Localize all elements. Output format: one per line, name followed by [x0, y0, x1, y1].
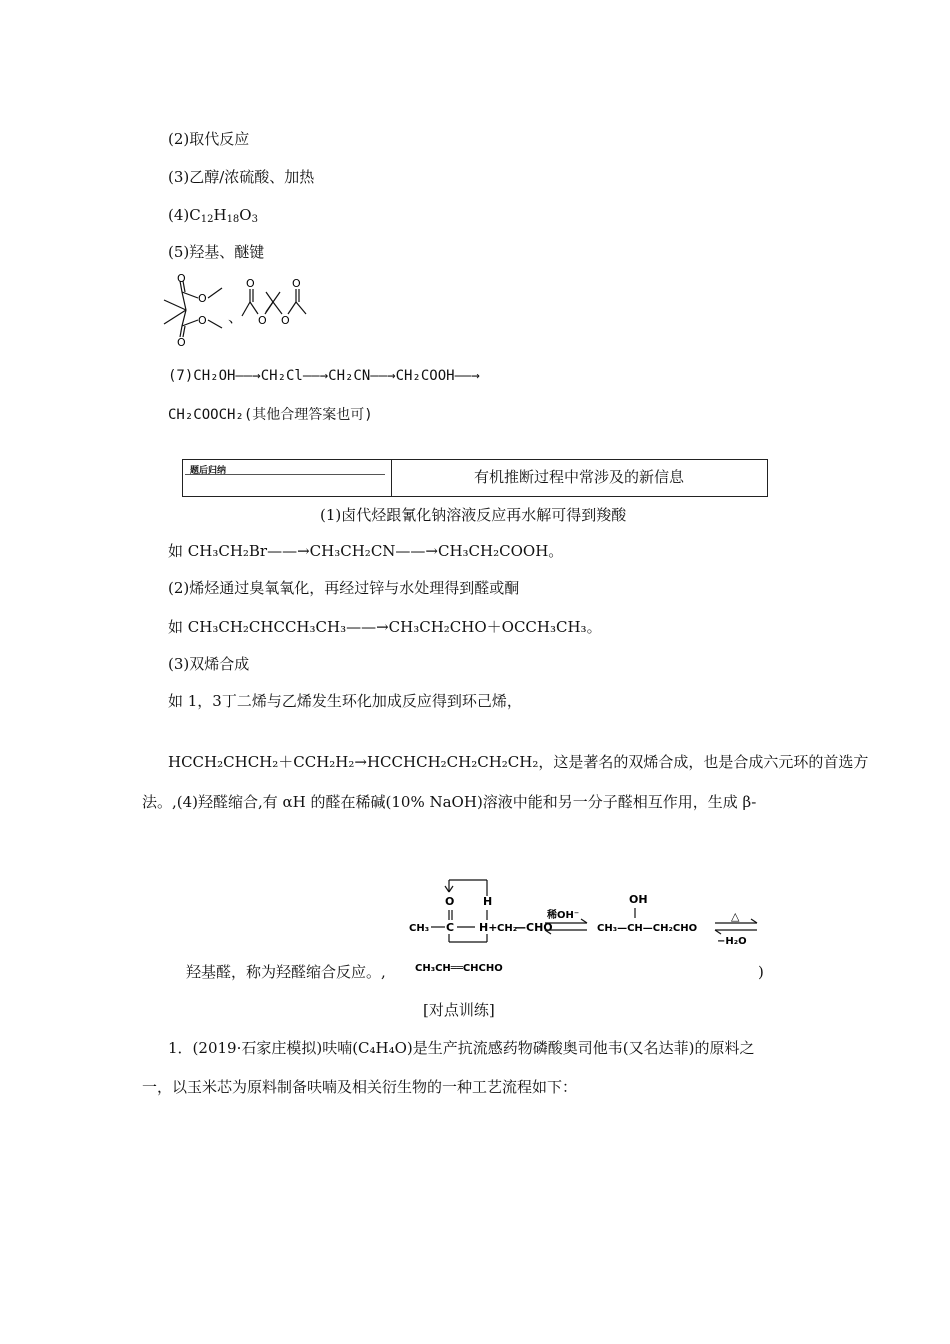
product-chain: CH₃—CH—CH₂CHO	[597, 923, 698, 934]
answer-3: (3)乙醇/浓硫酸、加热	[168, 168, 315, 186]
answer-2: (2)取代反应	[168, 130, 250, 148]
info-3-line2: HCCH₂CHCH₂＋CCH₂H₂→HCCHCH₂CH₂CH₂CH₂，这是著名的双烯合成，也是合成六元环的首选方	[168, 753, 869, 771]
o-atom: O	[198, 292, 207, 305]
structure-separator: 、	[228, 308, 244, 326]
reagent-label: 稀OH⁻	[547, 910, 580, 921]
tag-underline	[185, 474, 385, 475]
info-4-close: )	[758, 963, 764, 981]
answer-6-structures	[160, 272, 330, 350]
summary-tag-label: 题后归纳	[190, 466, 227, 476]
alpha-hydrogen: H+	[479, 921, 498, 934]
reactant-ch2: CH₂	[497, 923, 518, 934]
reactant-ch3: CH₃	[409, 923, 430, 934]
info-3-line3: 法。,(4)羟醛缩合,有 αH 的醛在稀碱(10% NaOH)溶液中能和另一分子醛相互作用，生成 β-	[142, 793, 757, 811]
question-1-line1: 1．(2019·石家庄模拟)呋喃(C₄H₄O)是生产抗流感药物磷酸奥司他韦(又名达菲)的原料之	[168, 1039, 755, 1057]
info-4-end: 羟基醛，称为羟醛缩合反应。,	[186, 963, 386, 981]
o-atom: O	[177, 336, 186, 349]
answer-4-h-label: H	[213, 206, 227, 224]
heat-symbol: △	[731, 910, 740, 923]
answer-4-c-count: 12	[200, 214, 214, 225]
o-atom: O	[198, 314, 207, 327]
o-atom: O	[177, 272, 186, 285]
diacetate-structure	[242, 289, 306, 316]
info-3: (3)双烯合成	[168, 655, 250, 673]
aldol-scheme	[405, 872, 765, 982]
diester-structure	[164, 281, 222, 337]
question-1-line2: 一，以玉米芯为原料制备呋喃及相关衍生物的一种工艺流程如下：	[142, 1078, 578, 1096]
o-atom: O	[258, 314, 267, 327]
answer-4	[168, 205, 258, 230]
answer-4-o-count: 3	[251, 214, 258, 225]
o-atom: O	[246, 277, 255, 290]
info-3-example: 如 1，3丁二烯与乙烯发生环化加成反应得到环己烯，	[168, 692, 522, 710]
summary-box	[182, 459, 768, 497]
answer-5: (5)羟基、醚键	[168, 243, 265, 261]
reactant-cho: —CHO	[515, 921, 553, 934]
oxygen-label: O	[445, 895, 455, 908]
o-atom: O	[292, 277, 301, 290]
answer-7-line1: (7)CH₂OH——→CH₂Cl——→CH₂CN——→CH₂COOH——→	[168, 368, 480, 384]
answer-4-o-label: O	[239, 206, 252, 224]
answer-4-h-count: 18	[226, 214, 240, 225]
summary-tag	[183, 460, 392, 496]
info-1-example: 如 CH₃CH₂Br——→CH₃CH₂CN——→CH₃CH₂COOH。	[168, 542, 564, 560]
training-heading: [对点训练]	[423, 1001, 495, 1019]
info-2: (2)烯烃通过臭氧氧化，再经过锌与水处理得到醛或酮	[168, 579, 520, 597]
carbonyl-carbon: C	[446, 921, 455, 934]
product-oh: OH	[629, 893, 648, 906]
o-atom: O	[281, 314, 290, 327]
info-1: (1)卤代烃跟氰化钠溶液反应再水解可得到羧酸	[320, 506, 627, 524]
final-product: CH₃CH══CHCHO	[415, 963, 503, 974]
hydrogen-label: H	[483, 895, 493, 908]
dehydrate-label: −H₂O	[717, 936, 747, 947]
summary-heading: 有机推断过程中常涉及的新信息	[473, 468, 684, 486]
answer-4-prefix: (4)C	[168, 206, 201, 224]
answer-7-line2: CH₂COOCH₂(其他合理答案也可)	[168, 407, 373, 423]
info-2-example: 如 CH₃CH₂CHCCH₃CH₃——→CH₃CH₂CHO＋OCCH₃CH₃。	[168, 618, 602, 636]
